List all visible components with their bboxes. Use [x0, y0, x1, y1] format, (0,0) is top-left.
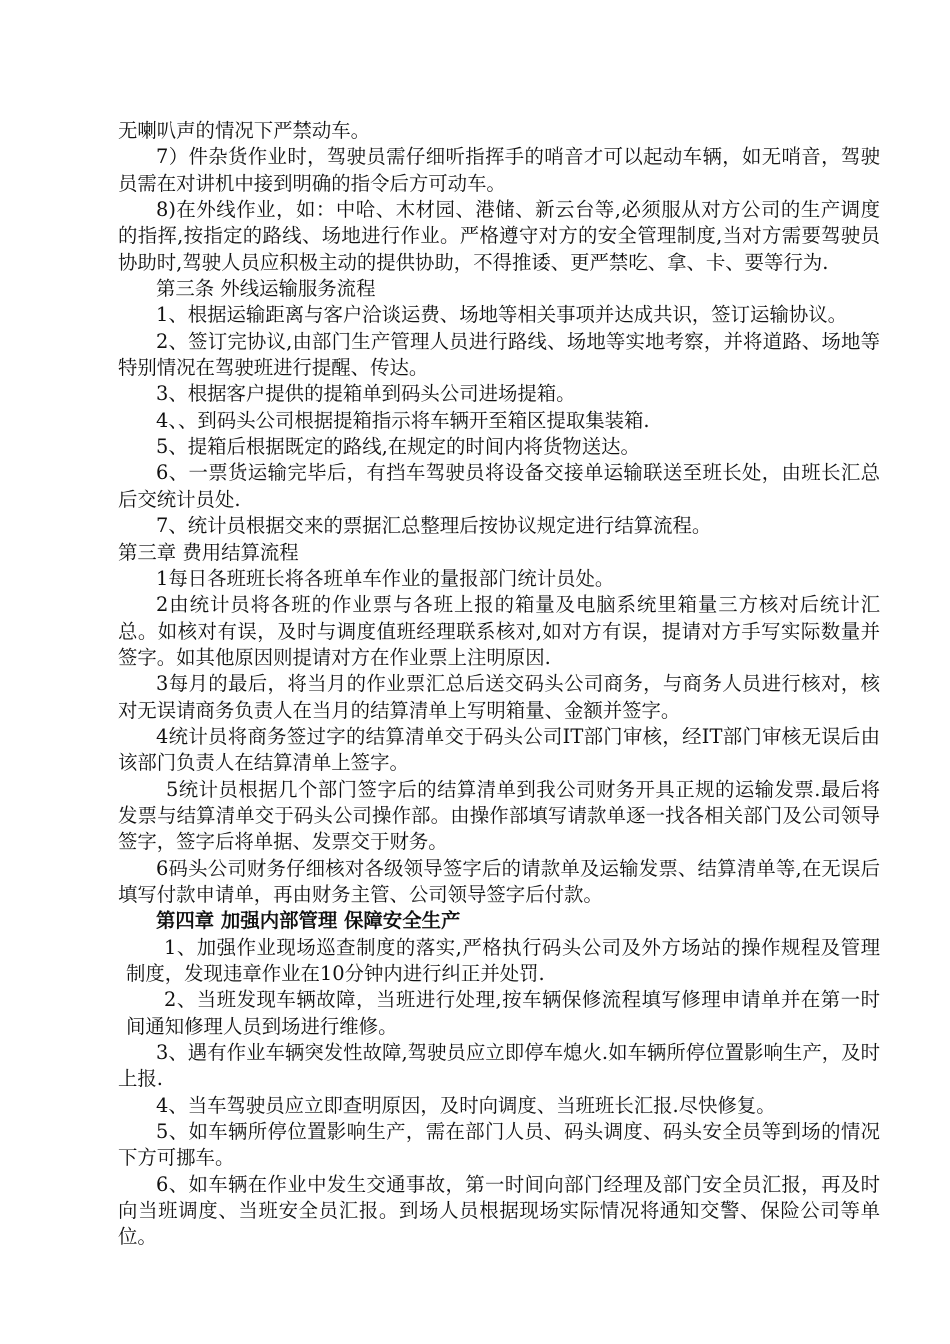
paragraph-10: 6、一票货运输完毕后，有挡车驾驶员将设备交接单运输联送至班长处，由班长汇总后交统计员处. — [118, 461, 880, 511]
paragraph-21: 2、当班发现车辆故障，当班进行处理,按车辆保修流程填写修理申请单并在第一时间通知修理人员到场进行维修。 — [126, 988, 880, 1038]
paragraph-16: 4统计员将商务签过字的结算清单交于码头公司IT部门审核，经IT部门审核无误后由该部门负责人在结算清单上签字。 — [118, 724, 880, 775]
paragraph-14: 2由统计员将各班的作业票与各班上报的箱量及电脑系统里箱量三方核对后统计汇总。如核对有误，及时与调度值班经理联系核对,如对方有误，提请对方手写实际数量并签字。如其他原因则提请对方在作业票上注明原因. — [118, 593, 880, 669]
chapter-heading-3: 第三章 费用结算流程 — [118, 540, 299, 564]
paragraph-18: 6码头公司财务仔细核对各级领导签字后的请款单及运输发票、结算清单等,在无误后填写付款申请单，再由财务主管、公司领导签字后付款。 — [118, 856, 880, 906]
paragraph-9: 5、提箱后根据既定的路线,在规定的时间内将货物送达。 — [156, 435, 640, 459]
paragraph-25: 6、如车辆在作业中发生交通事故，第一时间向部门经理及部门安全员汇报，再及时向当班调度、当班安全员汇报。到场人员根据现场实际情况将通知交警、保险公司等单位。 — [118, 1172, 880, 1249]
paragraph-6: 2、签订完协议,由部门生产管理人员进行路线、场地等实地考察，并将道路、场地等特别情况在驾驶班进行提醒、传达。 — [118, 329, 880, 380]
paragraph-22: 3、遇有作业车辆突发性故障,驾驶员应立即停车熄火.如车辆所停位置影响生产，及时上报. — [118, 1041, 880, 1091]
paragraph-7: 3、根据客户提供的提箱单到码头公司进场提箱。 — [156, 382, 576, 406]
paragraph-1: 无喇叭声的情况下严禁动车。 — [118, 119, 371, 142]
paragraph-13: 1每日各班班长将各班单车作业的量报部门统计员处。 — [156, 566, 615, 590]
paragraph-2: 7）件杂货作业时，驾驶员需仔细听指挥手的哨音才可以起动车辆，如无哨音，驾驶员需在对讲机中接到明确的指令后方可动车。 — [118, 145, 880, 195]
section-heading-article-3: 第三条 外线运输服务流程 — [156, 277, 376, 301]
paragraph-5: 1、根据运输距离与客户洽谈运费、场地等相关事项并达成共识，签订运输协议。 — [156, 303, 848, 327]
chapter-heading-4: 第四章 加强内部管理 保障安全生产 — [156, 909, 461, 933]
paragraph-15: 3每月的最后，将当月的作业票汇总后送交码头公司商务，与商务人员进行核对，核对无误请商务负责人在当月的结算清单上写明箱量、金额并签字。 — [118, 672, 880, 722]
paragraph-3: 8)在外线作业，如：中哈、木材园、港储、新云台等,必须服从对方公司的生产调度的指挥,按指定的路线、场地进行作业。严格遵守对方的安全管理制度,当对方需要驾驶员协助时,驾驶人员应积极主动的提供协助，不得推诿、更严禁吃、拿、卡、要等行为. — [118, 198, 880, 274]
paragraph-24: 5、如车辆所停位置影响生产，需在部门人员、码头调度、码头安全员等到场的情况下方可挪车。 — [118, 1120, 880, 1170]
paragraph-11: 7、统计员根据交来的票据汇总整理后按协议规定进行结算流程。 — [156, 514, 712, 538]
paragraph-17: 5统计员根据几个部门签字后的结算清单到我公司财务开具正规的运输发票.最后将发票与结算清单交于码头公司操作部。由操作部填写请款单逐一找各相关部门及公司领导签字，签字后将单据、发票交于财务。 — [118, 777, 880, 854]
paragraph-8: 4、、到码头公司根据提箱指示将车辆开至箱区提取集装箱. — [156, 408, 650, 432]
paragraph-20: 1、加强作业现场巡查制度的落实,严格执行码头公司及外方场站的操作规程及管理制度，发现违章作业在10分钟内进行纠正并处罚. — [126, 935, 880, 985]
paragraph-23: 4、当车驾驶员应立即查明原因，及时向调度、当班班长汇报.尽快修复。 — [156, 1093, 776, 1117]
